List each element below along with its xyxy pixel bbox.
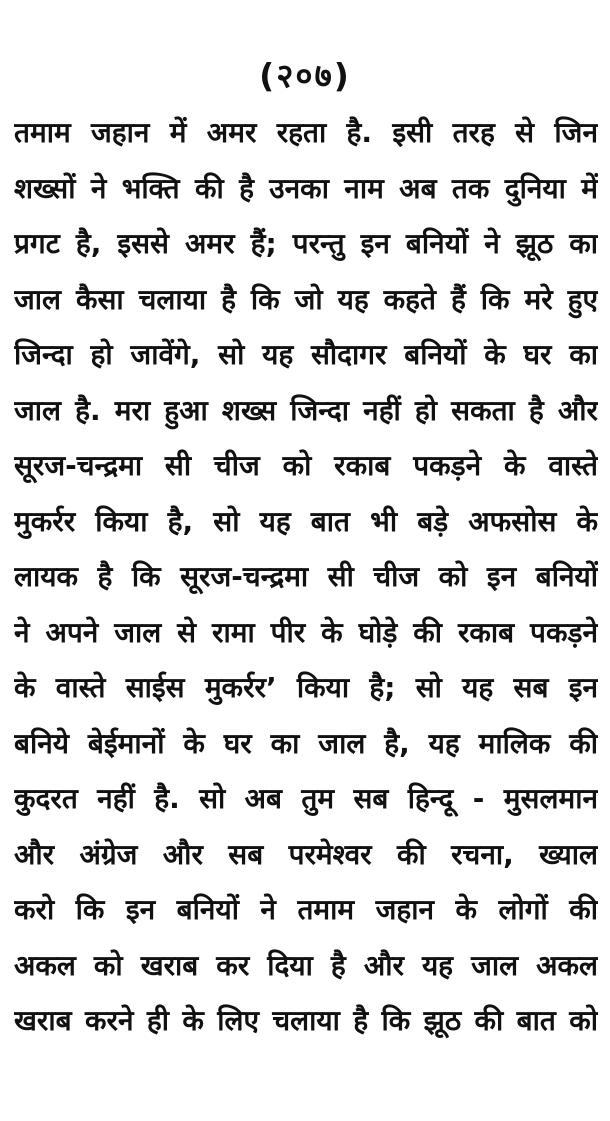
text-line: कुदरत नहीं है. सो अब तुम सब हिन्दू - मुसलमान <box>14 782 598 815</box>
text-line: के वास्ते साईस मुकर्रर’ किया है; सो यह सब इन <box>14 671 598 704</box>
text-line: बनिये बेईमानों के घर का जाल है, यह मालिक की <box>14 726 598 760</box>
text-line: खराब करने ही के लिए चलाया है कि झूठ की बात को <box>14 1004 598 1037</box>
text-line: तमाम जहान में अमर रहता है. इसी तरह से जिन <box>14 116 598 149</box>
text-line: जिन्दा हो जावेंगे, सो यह सौदागर बनियों के घर का <box>14 338 598 371</box>
text-line: मुकर्रर किया है, सो यह बात भी बड़े अफसोस के <box>14 504 598 538</box>
text-line: और अंग्रेज और सब परमेश्वर की रचना, ख्याल <box>14 837 598 871</box>
text-line: ने अपने जाल से रामा पीर के घोड़े की रकाब पकड़ने <box>14 615 598 649</box>
text-line: लायक है कि सूरज-चन्द्रमा सी चीज को इन बनियों <box>14 560 598 593</box>
text-line: जाल है. मरा हुआ शख्स जिन्दा नहीं हो सकता है और <box>14 393 598 427</box>
text-line: अकल को खराब कर दिया है और यह जाल अकल <box>14 948 598 982</box>
text-line: करो कि इन बनियों ने तमाम जहान के लोगों की <box>14 893 598 926</box>
text-line: शख्सों ने भक्ति की है उनका नाम अब तक दुनिया में <box>14 171 598 205</box>
text-line: प्रगट है, इससे अमर हैं; परन्तु इन बनियों ने झूठ का <box>14 227 598 260</box>
page-number: (२०७) <box>259 56 351 95</box>
text-line: जाल कैसा चलाया है कि जो यह कहते हैं कि मरे हुए <box>14 282 598 316</box>
text-line: सूरज-चन्द्रमा सी चीज को रकाब पकड़ने के वास्ते <box>14 449 598 482</box>
body-text <box>14 105 598 1049</box>
